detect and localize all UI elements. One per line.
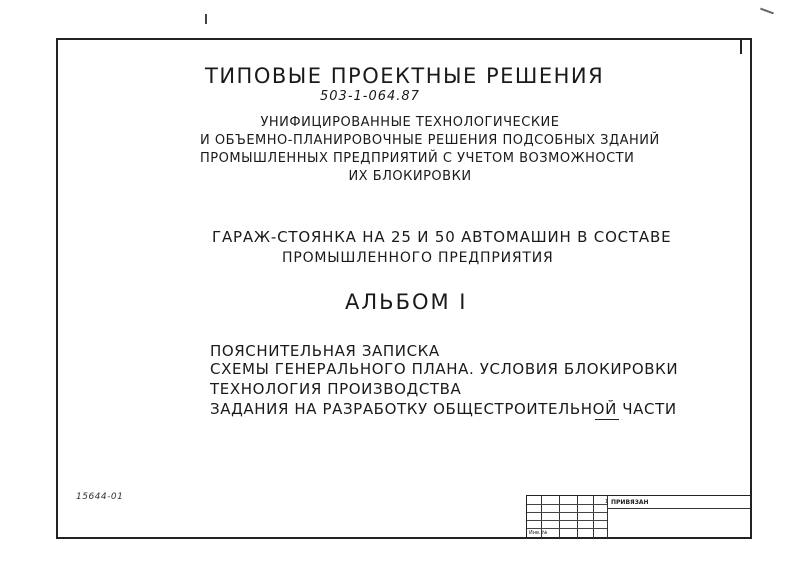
subtitle-line: ПРОМЫШЛЕННЫХ ПРЕДПРИЯТИЙ С УЧЕТОМ ВОЗМОЖНОСТИ	[200, 151, 635, 166]
document-title: ТИПОВЫЕ ПРОЕКТНЫЕ РЕШЕНИЯ	[205, 64, 605, 88]
project-title-line: ПРОМЫШЛЕННОГО ПРЕДПРИЯТИЯ	[282, 250, 554, 266]
scan-mark	[205, 14, 207, 24]
stamp-line	[527, 528, 607, 529]
contents-item: СХЕМЫ ГЕНЕРАЛЬНОГО ПЛАНА. УСЛОВИЯ БЛОКИРОВКИ	[210, 360, 679, 378]
album-heading: АЛЬБОМ I	[345, 290, 468, 314]
scan-mark	[760, 8, 774, 15]
stamp-line	[577, 496, 578, 538]
drawing-frame	[56, 38, 752, 539]
subtitle-line: УНИФИЦИРОВАННЫЕ ТЕХНОЛОГИЧЕСКИЕ	[260, 115, 560, 130]
document-code: 503-1-064.87	[320, 89, 420, 104]
subtitle-line: И ОБЪЕМНО-ПЛАНИРОВОЧНЫЕ РЕШЕНИЯ ПОДСОБНЫХ ЗДАНИЙ	[200, 133, 660, 148]
subtitle-line: ИХ БЛОКИРОВКИ	[348, 169, 472, 184]
stamp-line	[527, 512, 607, 513]
stamp-sheet-number: 1	[605, 499, 609, 505]
title-block-stamp	[526, 495, 750, 538]
stamp-line	[593, 496, 594, 538]
stamp-inventory-label: Инв. №	[529, 530, 548, 536]
contents-item: ТЕХНОЛОГИЯ ПРОИЗВОДСТВА	[210, 380, 462, 398]
stamp-line	[607, 508, 750, 509]
project-title-line: ГАРАЖ-СТОЯНКА НА 25 И 50 АВТОМАШИН В СОСТАВЕ	[212, 228, 672, 246]
stamp-line	[527, 520, 607, 521]
archive-number: 15644-01	[76, 492, 124, 502]
underline	[595, 419, 619, 420]
stamp-line	[527, 504, 607, 505]
stamp-label: ПРИВЯЗАН	[611, 499, 649, 506]
frame-tick	[740, 38, 742, 54]
contents-item: ПОЯСНИТЕЛЬНАЯ ЗАПИСКА	[210, 342, 440, 360]
stamp-line	[559, 496, 560, 538]
contents-item: ЗАДАНИЯ НА РАЗРАБОТКУ ОБЩЕСТРОИТЕЛЬНОЙ ЧАСТИ	[210, 400, 677, 418]
